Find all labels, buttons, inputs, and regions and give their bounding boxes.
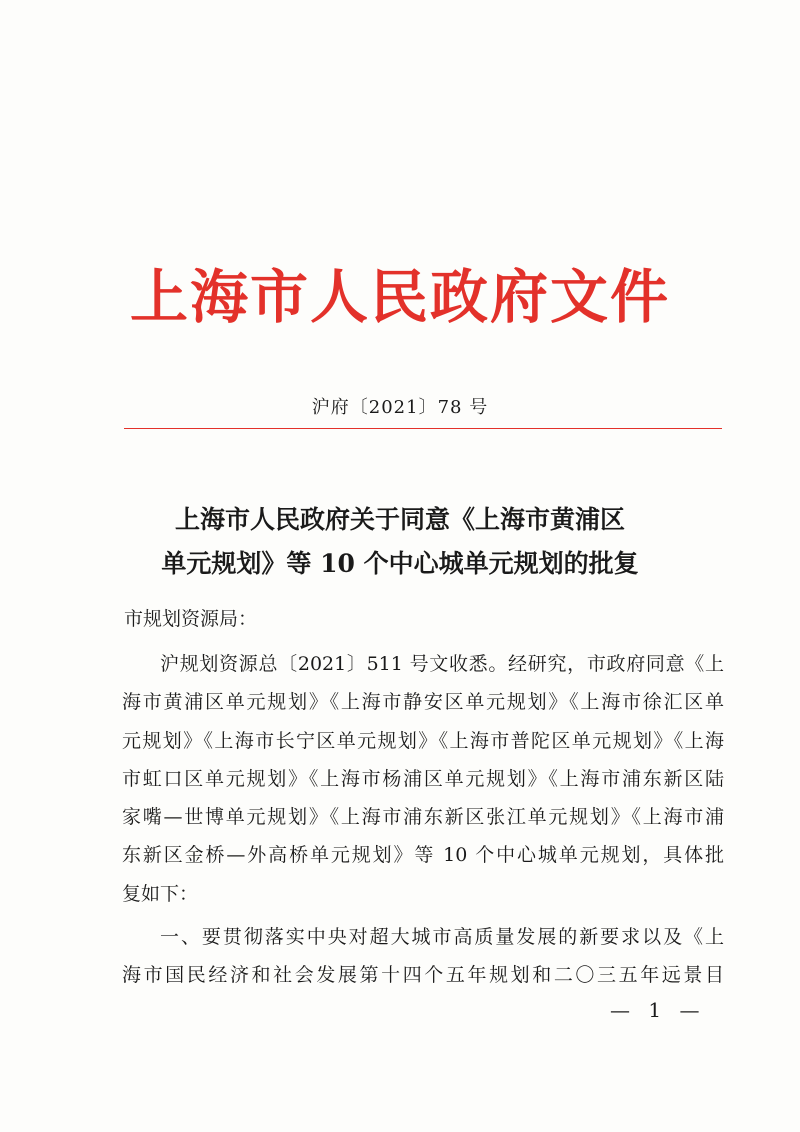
paragraph-line: 市虹口区单元规划》《上海市杨浦区单元规划》《上海市浦东新区陆 — [122, 767, 724, 790]
paragraph-line: 海市国民经济和社会发展第十四个五年规划和二〇三五年远景目 — [122, 964, 724, 987]
paragraph-line: 元规划》《上海市长宁区单元规划》《上海市普陀区单元规划》《上海 — [122, 729, 724, 752]
paragraph-line: 家嘴—世博单元规划》《上海市浦东新区张江单元规划》《上海市浦 — [122, 806, 724, 829]
paragraph-line: 东新区金桥—外高桥单元规划》等 10 个中心城单元规划，具体批 — [122, 844, 724, 867]
paragraph-line: 一、要贯彻落实中央对超大城市高质量发展的新要求以及《上 — [160, 926, 724, 948]
paragraph-line: 复如下： — [122, 882, 199, 905]
document-masthead: 上海市人民政府文件 — [129, 263, 670, 331]
title-line-1: 上海市人民政府关于同意《上海市黄浦区 — [174, 505, 625, 534]
document-title — [0, 498, 800, 586]
document-number: 沪府〔2021〕78 号 — [311, 397, 489, 418]
title-line-2: 单元规划》等 10 个中心城单元规划的批复 — [161, 549, 639, 578]
page-number: — 1 — — [610, 998, 706, 1022]
paragraph-line: 沪规划资源总〔2021〕511 号文收悉。经研究，市政府同意《上 — [160, 653, 724, 675]
red-divider-line — [124, 428, 722, 429]
addressee: 市规划资源局： — [124, 608, 258, 630]
paragraph-line: 海市黄浦区单元规划》《上海市静安区单元规划》《上海市徐汇区单 — [122, 691, 724, 714]
body-paragraph-1 — [122, 645, 724, 913]
body-paragraph-2 — [122, 918, 724, 995]
